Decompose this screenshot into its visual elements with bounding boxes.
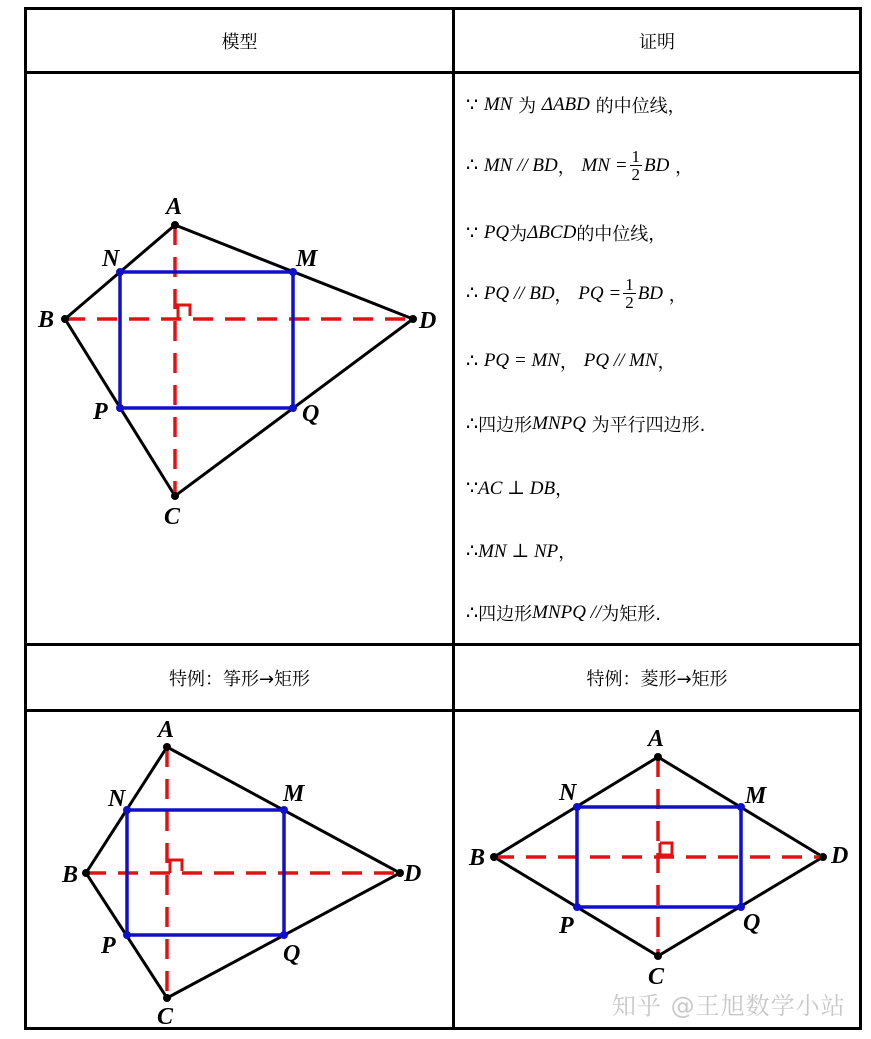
proof-line-2: ∴ MN // BD ， MN = $\frac{1}{2}$ BD ， bbox=[466, 147, 694, 184]
svg-text:P: P bbox=[93, 399, 108, 425]
header-model-text: 模型 bbox=[221, 31, 258, 53]
header-rhombus-text: 特例：菱形→矩形 bbox=[586, 668, 728, 690]
svg-text:M: M bbox=[745, 783, 767, 809]
svg-text:A: A bbox=[648, 726, 665, 752]
proof-line-7: ∵ AC ⊥ DB ， bbox=[466, 477, 574, 500]
proof-line-4: ∴ PQ // BD ， PQ = $\frac{1}{2}$ BD ， bbox=[466, 275, 687, 312]
watermark: 知乎 @王旭数学小站 bbox=[612, 992, 846, 1020]
svg-text:M: M bbox=[283, 781, 305, 807]
svg-text:C: C bbox=[648, 964, 665, 990]
svg-text:A: A bbox=[166, 194, 183, 220]
fraction-half: $\frac{1}{2}$ bbox=[625, 275, 634, 312]
svg-text:D: D bbox=[831, 843, 849, 869]
svg-text:Q: Q bbox=[743, 910, 761, 936]
right-angle-mark-icon bbox=[170, 860, 182, 873]
proof-line-1: ∵ MN 为 ΔABD 的中位线， bbox=[466, 94, 686, 117]
right-angle-mark-icon bbox=[178, 305, 190, 319]
svg-text:D: D bbox=[419, 308, 437, 334]
svg-text:A: A bbox=[158, 717, 175, 743]
header-kite-text: 特例：筝形→矩形 bbox=[168, 668, 311, 690]
diagram-rhombus bbox=[468, 726, 848, 990]
proof-line-9: ∴ 四边形 MNPQ // 为矩形. bbox=[466, 602, 661, 625]
proof-line-6: ∴ 四边形 MNPQ 为平行四边形. bbox=[466, 413, 706, 436]
svg-text:C: C bbox=[157, 1004, 174, 1030]
diagram-kite bbox=[61, 717, 421, 1030]
proof-line-5: ∴ PQ = MN ， PQ // MN ， bbox=[466, 350, 676, 373]
proof-line-3: ∵ PQ 为 ΔBCD 的中位线， bbox=[466, 222, 667, 245]
svg-text:B: B bbox=[469, 845, 486, 871]
svg-text:Q: Q bbox=[283, 941, 301, 967]
svg-text:M: M bbox=[296, 246, 318, 272]
svg-text:B: B bbox=[62, 862, 79, 888]
right-angle-mark-icon bbox=[660, 843, 672, 855]
fraction-half: $\frac{1}{2}$ bbox=[631, 147, 641, 184]
svg-text:N: N bbox=[102, 246, 120, 272]
svg-text:P: P bbox=[559, 913, 574, 939]
svg-text:N: N bbox=[559, 780, 577, 806]
svg-text:N: N bbox=[108, 786, 126, 812]
svg-text:B: B bbox=[38, 307, 55, 333]
proof-line-8: ∴ MN ⊥ NP ， bbox=[466, 540, 577, 563]
svg-text:P: P bbox=[101, 933, 116, 959]
svg-text:Q: Q bbox=[302, 401, 320, 427]
diagram-general-quadrilateral bbox=[37, 194, 436, 530]
svg-text:C: C bbox=[164, 504, 181, 530]
svg-text:D: D bbox=[404, 861, 422, 887]
header-proof-text: 证明 bbox=[639, 31, 675, 53]
